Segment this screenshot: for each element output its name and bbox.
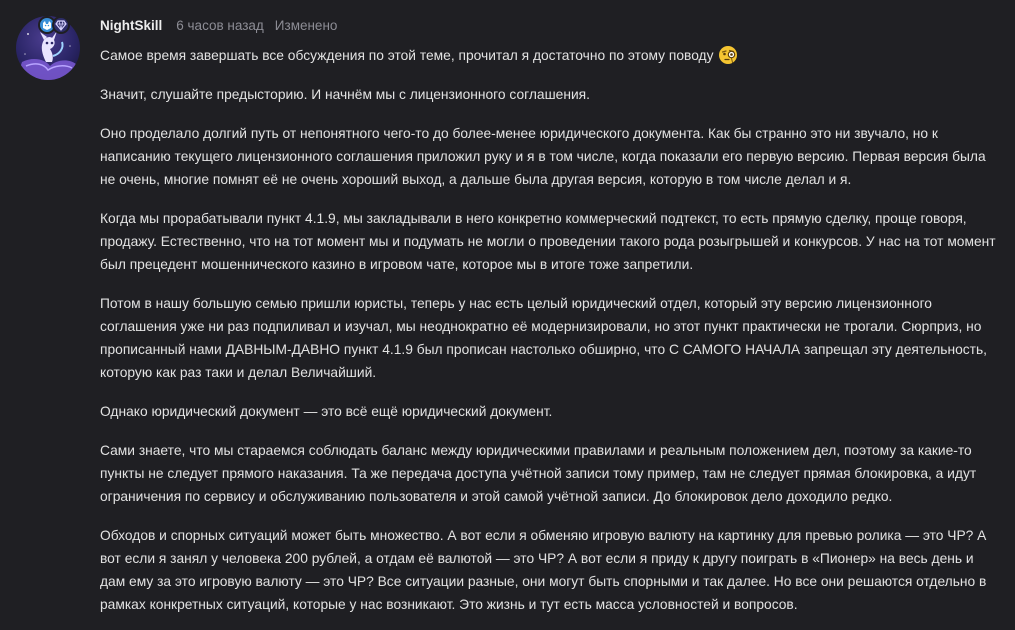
paragraph: Значит, слушайте предысторию. И начнём мы с лицензионного соглашения. [100,87,590,102]
paragraph: Когда мы прорабатывали пункт 4.1.9, мы закладывали в него конкретно коммерческий подтекст, то есть прямую сделку, проще говоря, продажу. Естественно, что на тот момент мы и подумать не могли о проведении такого рода розыгрышей и конкурсов. У нас на тот момент был прецедент мошеннического казино в игровом чате, которое мы в итоге тоже запретили. [100,211,996,272]
paragraph [100,44,1000,67]
paragraph: Сами знаете, что мы стараемся соблюдать баланс между юридическими правилами и реальным положением дел, поэтому за какие-то пункты не следует прямого наказания. Та же передача доступа учётной записи тому пример, там не следует прямая блокировка, а идут ограничения по сервису и обслуживанию пользователя и этой самой учётной записи. До блокировок дело доходило редко. [100,443,977,504]
post-body [100,44,1000,616]
post-time[interactable]: 6 часов назад [176,18,264,33]
avatar-container [16,16,80,80]
paragraph-text: Самое время завершать все обсуждения по этой теме, прочитал я достаточно по этому поводу [100,48,714,63]
post-content [100,0,1000,630]
author-name[interactable]: NightSkill [100,18,163,33]
paragraph: Оно проделало долгий путь от непонятного чего-то до более-менее юридического документа. Как бы странно это ни звучало, но к написанию текущего лицензионного соглашения приложил руку и я в том числе, когда показали его первую версию. Первая версия была не очень, многие помнят её не очень хороший выход, а дальше была другая версия, которую в том числе делал и я. [100,126,986,187]
post-header [100,18,1000,38]
badges [38,16,70,34]
diamond-badge-icon[interactable] [52,16,70,34]
paragraph: Обходов и спорных ситуаций может быть множество. А вот если я обменяю игровую валюту на картинку для превью ролика — это ЧР? А вот если я занял у человека 200 рублей, а отдам её валютой — это ЧР? А вот если я приду к другу поиграть в «Пионер» на весь день и дам ему за это игровую валюту — это ЧР? Все ситуации разные, они могут быть спорными и так далее. Но все они решаются отдельно в рамках конкретных ситуаций, которые у нас возникают. Это жизнь и тут есть масса условностей и вопросов. [100,528,987,612]
paragraph: Потом в нашу большую семью пришли юристы, теперь у нас есть целый юридический отдел, который эту версию лицензионного соглашения уже ни раз подпиливал и изучал, мы неоднократно её модернизировали, но этот пункт практически не трогали. Сюрприз, но прописанный нами ДАВНЫМ-ДАВНО пункт 4.1.9 был прописан настолько обширно, что С САМОГО НАЧАЛА запрещал эту деятельность, которую как раз таки и делал Величайший. [100,296,987,380]
monocle-face-icon [718,45,738,65]
paragraph: Однако юридический документ — это всё ещё юридический документ. [100,404,553,419]
edited-label[interactable]: Изменено [274,18,338,33]
